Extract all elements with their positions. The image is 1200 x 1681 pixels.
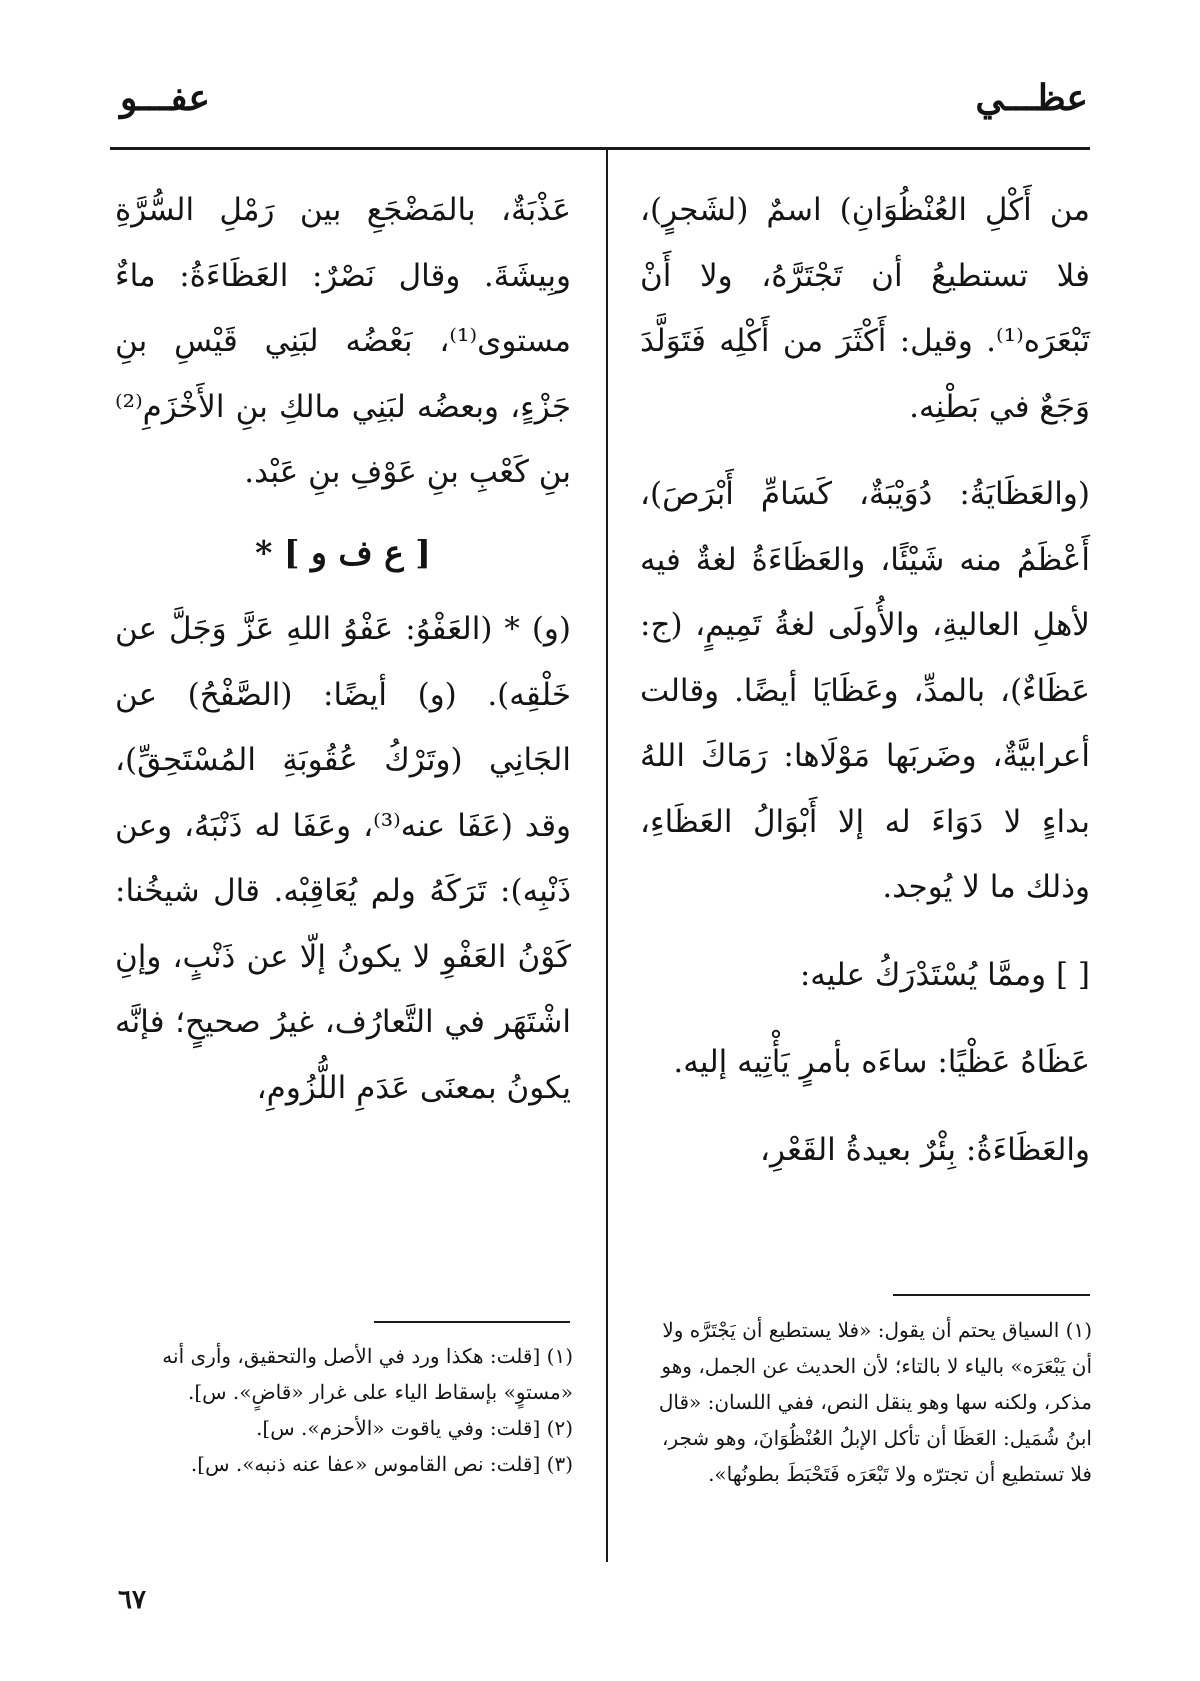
footnote-rule	[374, 1321, 570, 1323]
body-paragraph: عَظَاهُ عَظْيًا: ساءَه بأمرٍ يَأْتِيه إليه.	[673, 1044, 1090, 1080]
column-divider	[606, 150, 608, 1562]
footnote: (٣) [قلت: نص القاموس «عفا عنه ذنبه». س].	[190, 1452, 573, 1476]
right-column	[640, 178, 1090, 1183]
body-paragraph: [ ] وممَّا يُسْتَدْرَكُ عليه:	[799, 956, 1090, 993]
footnote: (٢) [قلت: وفي ياقوت «الأحزم». س].	[256, 1416, 573, 1440]
body-paragraph: (و) * (العَفْوُ: عَفْوُ اللهِ عَزَّ وَجَلَّ عن خَلْقِه). (و) أيضًا: (الصَّفْحُ) عن الجَانِي (وتَرْكُ عُقُوبَةِ المُسْتَحِقِّ)، وقد (عَفَا عنه⁽³⁾، وعَفَا له ذَنْبَهُ، وعن ذَنْبِه): تَرَكَهُ ولم يُعَاقِبْه. قال شيخُنا: كَوْنُ العَفْوِ لا يكونُ إلّا عن ذَنْبٍ، وإنِ اشْتَهَر في التَّعارُف، غيرُ صحيحٍ؛ فإنَّه يكونُ بمعنَى عَدَمِ اللُّزُومِ،	[115, 611, 571, 1106]
left-column	[115, 178, 571, 1121]
body-paragraph: والعَظَاءَةُ: بِئْرٌ بعيدةُ القَعْرِ،	[759, 1131, 1090, 1168]
running-head-right: عظـــي	[975, 77, 1088, 119]
footnote-rule	[893, 1294, 1090, 1296]
body-paragraph: عَذْبَةٌ، بالمَضْجَعِ بين رَمْلِ السُّرَّةِ وبِيشَةَ. وقال نَصْرٌ: العَظَاءَةُ: ماءٌ مستوى⁽¹⁾، بَعْضُه لبَنِي قَيْسِ بنِ جَزْءٍ، وبعضُه لبَنِي مالكِ بنِ الأَخْزَمِ⁽²⁾ بنِ كَعْبِ بنِ عَوْفِ بنِ عَبْد.	[115, 192, 571, 490]
footnote: (١) السياق يحتم أن يقول: «فلا يستطيع أن يَجْتَرَّه ولا أن يَبْعَرَه» بالياء لا بالتاء؛ لأن الحديث عن الجمل، وهو مذكر، ولكنه سها وهو ينقل النص، ففي اللسان: «قال ابنُ شُمَيل: العَظَا أن تأكل الإبلُ العُنْظُوَانَ، وهو شجر، فلا تستطيع أن تجترّه ولا تَبْعَرَه فَتَحْبَطَ بطونُها».	[658, 1318, 1092, 1486]
body-paragraph: (والعَظَايَةُ: دُوَيْبَةٌ، كَسَامِّ أَبْرَصَ)، أَعْظَمُ منه شَيْئًا، والعَظَاءَةُ لغةٌ فيه لأهلِ العاليةِ، والأُولَى لغةُ تَمِيمٍ، (ج: عَظَاءٌ)، بالمدِّ، وعَظَايَا أيضًا. وقالت أعرابيَّةٌ، وضَربَها مَوْلَاها: رَمَاكَ اللهُ بداءٍ لا دَوَاءَ له إلا أَبْوَالُ العَظَاءِ، وذلك ما لا يُوجد.	[640, 476, 1090, 905]
footnote: (١) [قلت: هكذا ورد في الأصل والتحقيق، وأرى أنه «مستوٍ» بإسقاط الياء على غرار «قاضٍ». س].	[162, 1344, 573, 1404]
running-head-left: عفـــو	[120, 77, 210, 119]
entry-heading: [ ع ف و ] *	[255, 532, 431, 572]
footnotes-left	[115, 1338, 573, 1482]
body-paragraph: من أَكْلِ العُنْظُوَانِ) اسمٌ (لشَجرٍ)، فلا تستطيعُ أن تَجْتَرَّهُ، ولا أَنْ تَبْعَرَه⁽¹⁾. وقيل: أَكْثَرَ من أَكْلِه فَتَوَلَّدَ وَجَعٌ في بَطْنِه.	[640, 192, 1090, 425]
footnotes-right	[640, 1312, 1092, 1492]
header-rule	[110, 147, 1090, 150]
page-number: ٦٧	[118, 1585, 146, 1615]
